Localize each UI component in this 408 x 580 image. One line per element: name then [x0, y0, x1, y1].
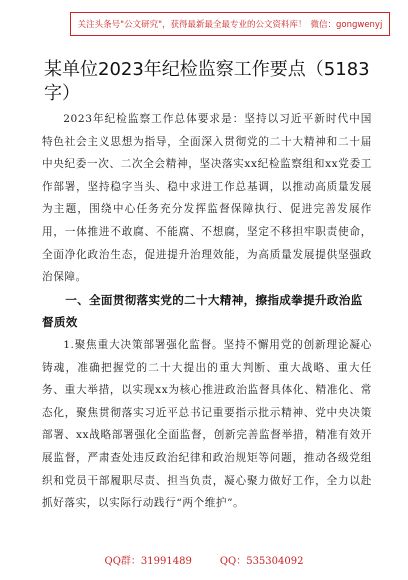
footer: [0, 552, 408, 570]
section-heading-1: 一、全面贯彻落实党的二十大精神，擦指成拳提升政治监督质效: [42, 292, 363, 330]
document-title: 某单位2023年纪检监察工作要点（5183字）: [44, 59, 370, 104]
document-body: [42, 108, 372, 515]
intro-paragraph: 2023年纪检监察工作总体要求是：坚持以习近平新时代中国特色社会主义思想为指导，全面深入贯彻党的二十大精神和二十届中央纪委一次、二次全会精神，坚决落实xx纪检监察组和xx党委工作部署，坚持稳字当头、稳中求进工作总基调，以推动高质量发展为主题，围绕中心任务充分发挥监督保障执行、促进完善发展作用，一体推进不敢腐、不能腐、不想腐，坚定不移担牢职责使命，全面净化政治生态，促进提升治理效能，为高质量发展提供坚强政治保障。: [42, 113, 372, 284]
header-wechat-text: 微信：gongwenyj: [310, 20, 383, 30]
header-promo-text: 关注头条号"公文研究"，获得最新最全最专业的公文资料库！: [77, 20, 307, 30]
section-1-paragraph-1: 1.聚焦重大决策部署强化监督。坚持不懈用党的创新理论凝心铸魂，准确把握党的二十大提出的重大判断、重大战略、重大任务、重大举措，以实现xx为核心推进政治监督具体化、精准化、常态化，聚焦贯彻落实习近平总书记重要指示批示精神、党中央决策部署、xx战略部署强化全面监督，创新完善监督举措，精准有效开展监督，严肃查处违反政治纪律和政治规矩等问题，推动各级党组织和党员干部履职尽责、担当负责，凝心聚力做好工作，全力以赴抓好落实，以实际行动践行“两个维护”。: [42, 338, 372, 510]
footer-qq-group: QQ群：31991489: [104, 556, 192, 567]
footer-qq: QQ：535304092: [219, 556, 304, 567]
header-banner: [70, 12, 390, 36]
